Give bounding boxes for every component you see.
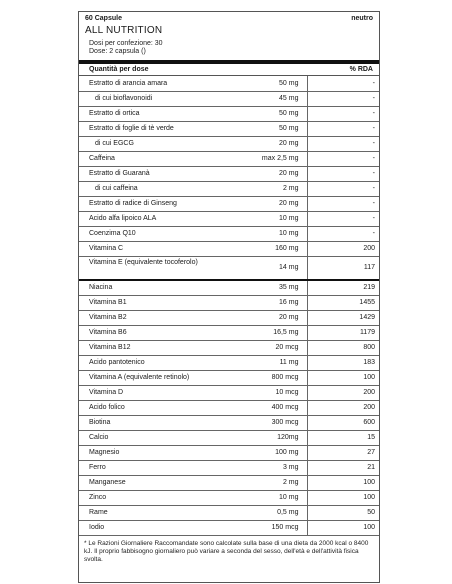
table-row [79, 505, 379, 520]
nutrient-name: Vitamina A (equivalente retinolo) [79, 370, 257, 385]
table-row [79, 211, 379, 226]
footnote: * Le Razioni Giornaliere Raccomandate sono calcolate sulla base di una dieta da 2000 kcal o 8400 kJ. Il proprio fabbisogno giornaliero può variare a seconda del sesso, dell'età e dell'attività fisica svolta. [84, 539, 369, 563]
doses-per-pack: Dosi per confezione: 30 [89, 40, 163, 47]
nutrient-name: Vitamina D [79, 385, 257, 400]
capsule-count: 60 Capsule [85, 15, 122, 22]
nutrient-rda: - [307, 181, 379, 196]
table-row [79, 310, 379, 325]
nutrient-amount: 20 mg [257, 136, 307, 151]
table-row [79, 460, 379, 475]
nutrient-name: Ferro [79, 460, 257, 475]
nutrient-name: di cui EGCG [79, 136, 257, 151]
nutrient-rda: 183 [307, 355, 379, 370]
nutrient-rda: - [307, 91, 379, 106]
nutrient-amount: 2 mg [257, 181, 307, 196]
table-row [79, 151, 379, 166]
nutrient-rda: 117 [307, 256, 379, 280]
nutrition-table [79, 76, 379, 536]
nutrient-rda: - [307, 151, 379, 166]
quantity-header: Quantità per dose [89, 66, 149, 73]
table-row [79, 136, 379, 151]
nutrient-amount: 800 mcg [257, 370, 307, 385]
nutrient-name: Vitamina C [79, 241, 257, 256]
nutrient-name: Acido alfa lipoico ALA [79, 211, 257, 226]
nutrient-amount: 0,5 mg [257, 505, 307, 520]
table-row [79, 196, 379, 211]
nutrient-amount: 20 mcg [257, 340, 307, 355]
table-row [79, 181, 379, 196]
nutrient-name: Calcio [79, 430, 257, 445]
nutrient-amount: 16,5 mg [257, 325, 307, 340]
nutrient-name: Estratto di foglie di tè verde [79, 121, 257, 136]
nutrient-rda: - [307, 121, 379, 136]
nutrient-name: Acido folico [79, 400, 257, 415]
nutrient-rda: 1455 [307, 295, 379, 310]
nutrient-rda: 100 [307, 370, 379, 385]
dose-size: Dose: 2 capsula () [89, 48, 146, 55]
table-row [79, 490, 379, 505]
table-row [79, 295, 379, 310]
nutrient-rda: - [307, 136, 379, 151]
nutrient-rda: - [307, 211, 379, 226]
nutrient-rda: 200 [307, 385, 379, 400]
nutrient-amount: 100 mg [257, 445, 307, 460]
nutrient-rda: 15 [307, 430, 379, 445]
nutrient-amount: 50 mg [257, 121, 307, 136]
nutrient-rda: - [307, 166, 379, 181]
nutrient-amount: 2 mg [257, 475, 307, 490]
nutrient-amount: 20 mg [257, 310, 307, 325]
table-row [79, 430, 379, 445]
nutrient-rda: 100 [307, 520, 379, 535]
nutrient-name: Estratto di ortica [79, 106, 257, 121]
nutrient-amount: 45 mg [257, 91, 307, 106]
brand-name: ALL NUTRITION [85, 25, 163, 36]
nutrient-amount: 35 mg [257, 280, 307, 295]
nutrient-amount: 160 mg [257, 241, 307, 256]
nutrient-amount: 10 mg [257, 490, 307, 505]
header-top-row [79, 12, 379, 22]
nutrient-amount: 11 mg [257, 355, 307, 370]
nutrient-name: di cui caffeina [79, 181, 257, 196]
dose-info [79, 36, 379, 56]
nutrient-rda: - [307, 226, 379, 241]
rda-header: % RDA [349, 66, 373, 73]
table-row [79, 226, 379, 241]
nutrient-rda: 200 [307, 400, 379, 415]
nutrient-name: Coenzima Q10 [79, 226, 257, 241]
nutrient-name: Vitamina B6 [79, 325, 257, 340]
nutrient-name: Zinco [79, 490, 257, 505]
table-row [79, 475, 379, 490]
table-row [79, 241, 379, 256]
nutrient-amount: 20 mg [257, 166, 307, 181]
nutrient-name: Estratto di radice di Ginseng [79, 196, 257, 211]
nutrient-rda: 1429 [307, 310, 379, 325]
nutrient-rda: 27 [307, 445, 379, 460]
nutrient-rda: 21 [307, 460, 379, 475]
nutrient-rda: - [307, 106, 379, 121]
nutrition-facts-panel [78, 11, 380, 583]
nutrient-name: Caffeina [79, 151, 257, 166]
nutrient-name: Niacina [79, 280, 257, 295]
table-row [79, 166, 379, 181]
nutrient-name: Iodio [79, 520, 257, 535]
nutrient-amount: 20 mg [257, 196, 307, 211]
nutrient-amount: 150 mcg [257, 520, 307, 535]
nutrient-amount: 10 mg [257, 226, 307, 241]
table-row [79, 340, 379, 355]
nutrient-name: Vitamina E (equivalente tocoferolo) [79, 256, 257, 280]
nutrient-rda: 100 [307, 475, 379, 490]
table-row [79, 121, 379, 136]
nutrient-amount: 10 mcg [257, 385, 307, 400]
table-row [79, 415, 379, 430]
nutrient-amount: 50 mg [257, 106, 307, 121]
nutrient-name: Vitamina B2 [79, 310, 257, 325]
table-row [79, 355, 379, 370]
flavor-label: neutro [351, 15, 373, 22]
nutrient-rda: - [307, 196, 379, 211]
nutrient-amount: 3 mg [257, 460, 307, 475]
nutrient-name: Rame [79, 505, 257, 520]
table-row [79, 370, 379, 385]
nutrient-rda: 200 [307, 241, 379, 256]
table-row [79, 280, 379, 295]
nutrient-rda: 600 [307, 415, 379, 430]
table-header [79, 64, 379, 76]
nutrient-name: Vitamina B1 [79, 295, 257, 310]
nutrient-name: Estratto di Guaranà [79, 166, 257, 181]
nutrient-amount: 50 mg [257, 76, 307, 91]
table-row [79, 520, 379, 535]
nutrient-rda: 100 [307, 490, 379, 505]
table-row [79, 400, 379, 415]
nutrient-amount: 300 mcg [257, 415, 307, 430]
nutrient-amount: 400 mcg [257, 400, 307, 415]
table-row [79, 325, 379, 340]
nutrient-amount: max 2,5 mg [257, 151, 307, 166]
nutrient-rda: 219 [307, 280, 379, 295]
nutrient-rda: 800 [307, 340, 379, 355]
nutrient-name: Manganese [79, 475, 257, 490]
nutrient-rda: - [307, 76, 379, 91]
table-row [79, 256, 379, 280]
table-row [79, 385, 379, 400]
nutrient-name: Magnesio [79, 445, 257, 460]
nutrient-name: di cui bioflavonoidi [79, 91, 257, 106]
nutrient-name: Acido pantotenico [79, 355, 257, 370]
table-row [79, 106, 379, 121]
nutrient-amount: 10 mg [257, 211, 307, 226]
nutrient-rda: 50 [307, 505, 379, 520]
table-row [79, 445, 379, 460]
table-row [79, 91, 379, 106]
nutrient-name: Vitamina B12 [79, 340, 257, 355]
nutrient-amount: 16 mg [257, 295, 307, 310]
nutrient-rda: 1179 [307, 325, 379, 340]
table-row [79, 76, 379, 91]
nutrient-name: Biotina [79, 415, 257, 430]
nutrient-amount: 120mg [257, 430, 307, 445]
nutrient-name: Estratto di arancia amara [79, 76, 257, 91]
nutrient-amount: 14 mg [257, 256, 307, 280]
